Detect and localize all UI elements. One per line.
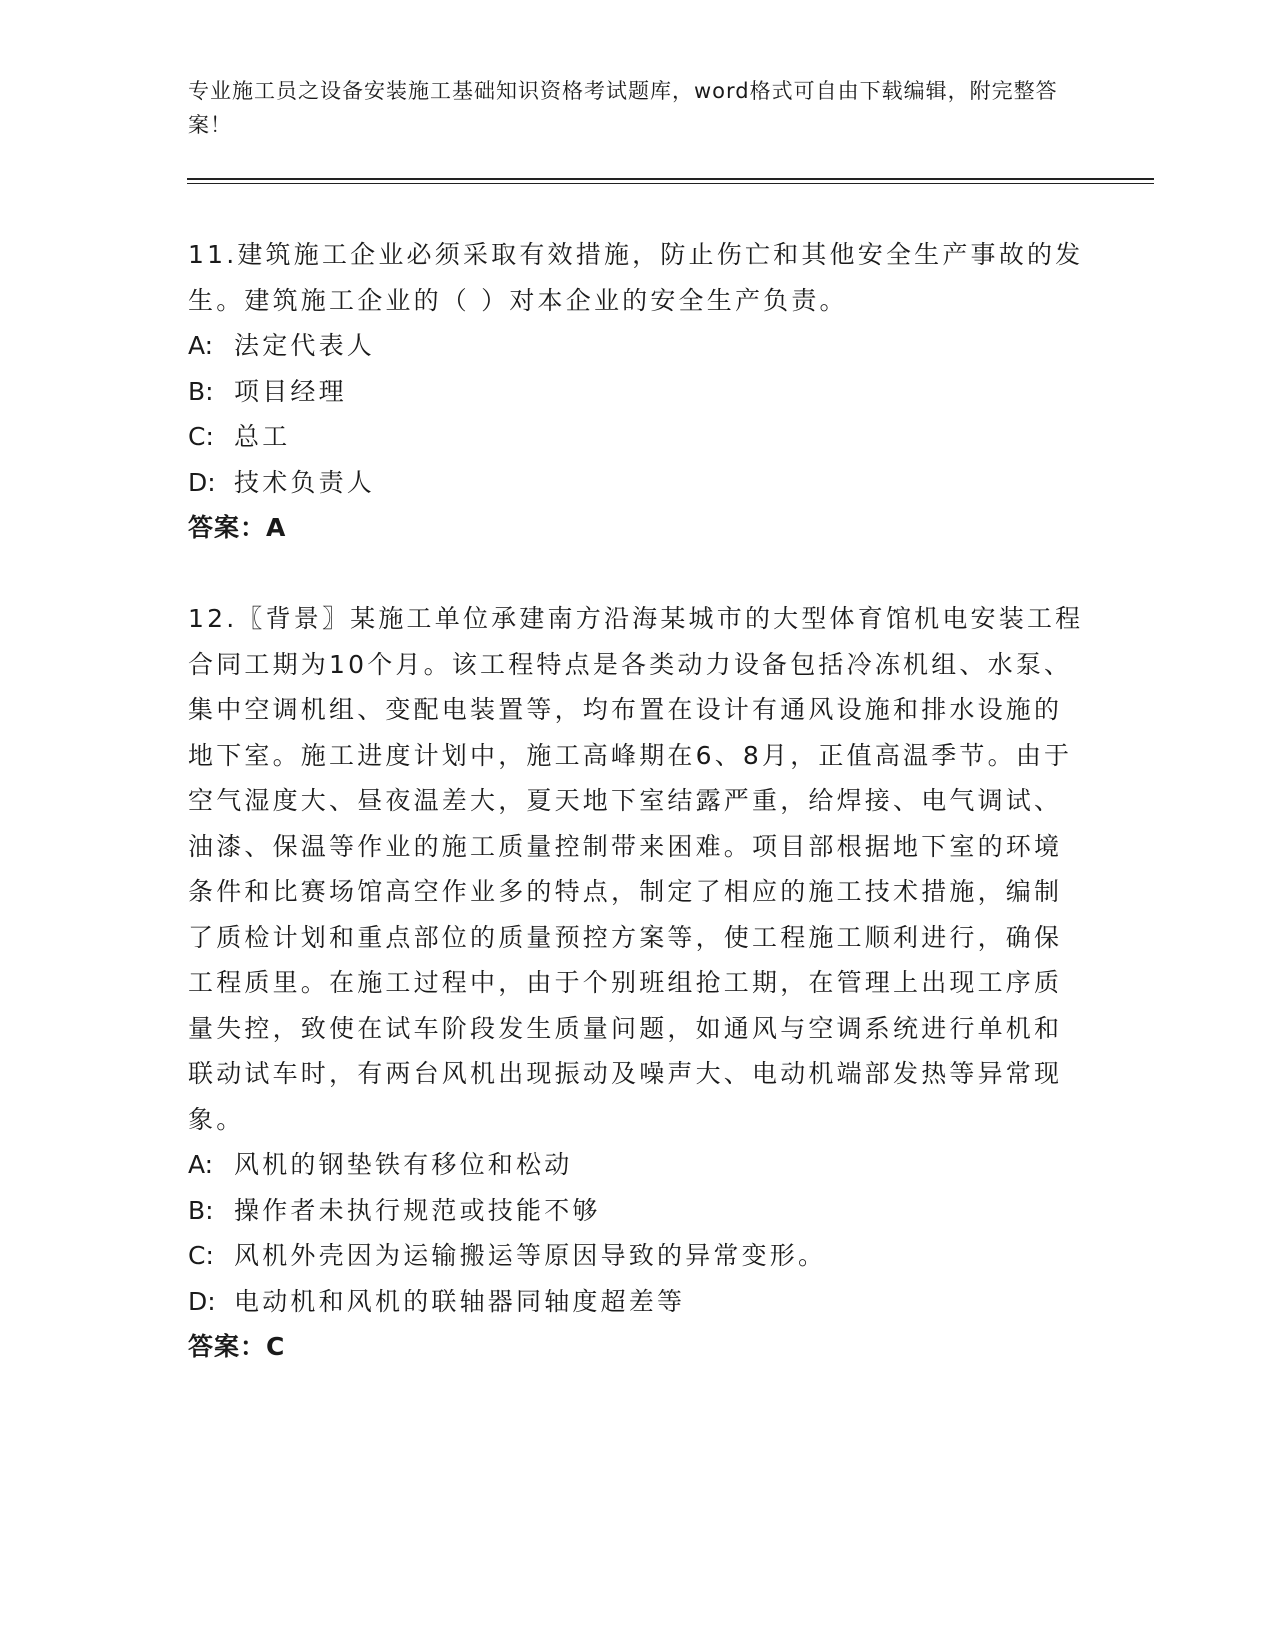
option-list [188,323,1088,505]
answer: 答案：A [188,513,287,542]
option-key: B: [188,1195,214,1225]
option-key: B: [188,376,214,406]
option-key: D: [188,1286,216,1316]
option-d [188,460,1088,506]
document-header: 专业施工员之设备安装施工基础知识资格考试题库，word格式可自由下载编辑，附完整答案！ [188,79,1058,137]
option-text: 操作者未执行规范或技能不够 [234,1195,601,1225]
option-text: 法定代表人 [234,331,376,360]
option-text: 风机外壳因为运输搬运等原因导致的异常变形。 [234,1241,827,1270]
option-key: A: [188,1150,214,1179]
answer: 答案：C [188,1332,286,1361]
option-a [188,323,1088,369]
option-b [188,1188,1088,1234]
header-divider-thin [187,183,1154,184]
option-a [188,1142,1088,1188]
option-c [188,1233,1088,1279]
option-text: 电动机和风机的联轴器同轴度超差等 [234,1286,686,1316]
option-key: C: [188,422,214,451]
question-12 [188,596,1088,1370]
option-d [188,1279,1088,1325]
question-11 [188,232,1088,551]
option-key: D: [188,467,216,497]
option-key: A: [188,331,214,360]
option-text: 项目经理 [234,376,347,406]
question-stem: 12.〖背景〗某施工单位承建南方沿海某城市的大型体育馆机电安装工程合同工期为10个月。该工程特点是各类动力设备包括冷冻机组、水泵、集中空调机组、变配电装置等，均布置在设计有通风设施和排水设施的地下室。施工进度计划中，施工高峰期在6、8月，正值高温季节。由于空气湿度大、昼夜温差大，夏天地下室结露严重，给焊接、电气调试、油漆、保温等作业的施工质量控制带来困难。项目部根据地下室的环境条件和比赛场馆高空作业多的特点，制定了相应的施工技术措施，编制了质检计划和重点部位的质量预控方案等，使工程施工顺利进行，确保工程质里。在施工过程中，由于个别班组抢工期，在管理上出现工序质量失控，致使在试车阶段发生质量问题，如通风与空调系统进行单机和联动试车时，有两台风机出现振动及噪声大、电动机端部发热等异常现象。 [188,604,1084,1134]
option-text: 总工 [234,422,291,451]
option-list [188,1142,1088,1324]
option-key: C: [188,1241,214,1270]
option-text: 风机的钢垫铁有移位和松动 [234,1150,573,1179]
option-c [188,414,1088,460]
header-divider [187,178,1154,180]
question-stem: 11.建筑施工企业必须采取有效措施，防止伤亡和其他安全生产事故的发生。建筑施工企业的（ ）对本企业的安全生产负责。 [188,240,1084,315]
option-b [188,369,1088,415]
option-text: 技术负责人 [234,467,376,497]
